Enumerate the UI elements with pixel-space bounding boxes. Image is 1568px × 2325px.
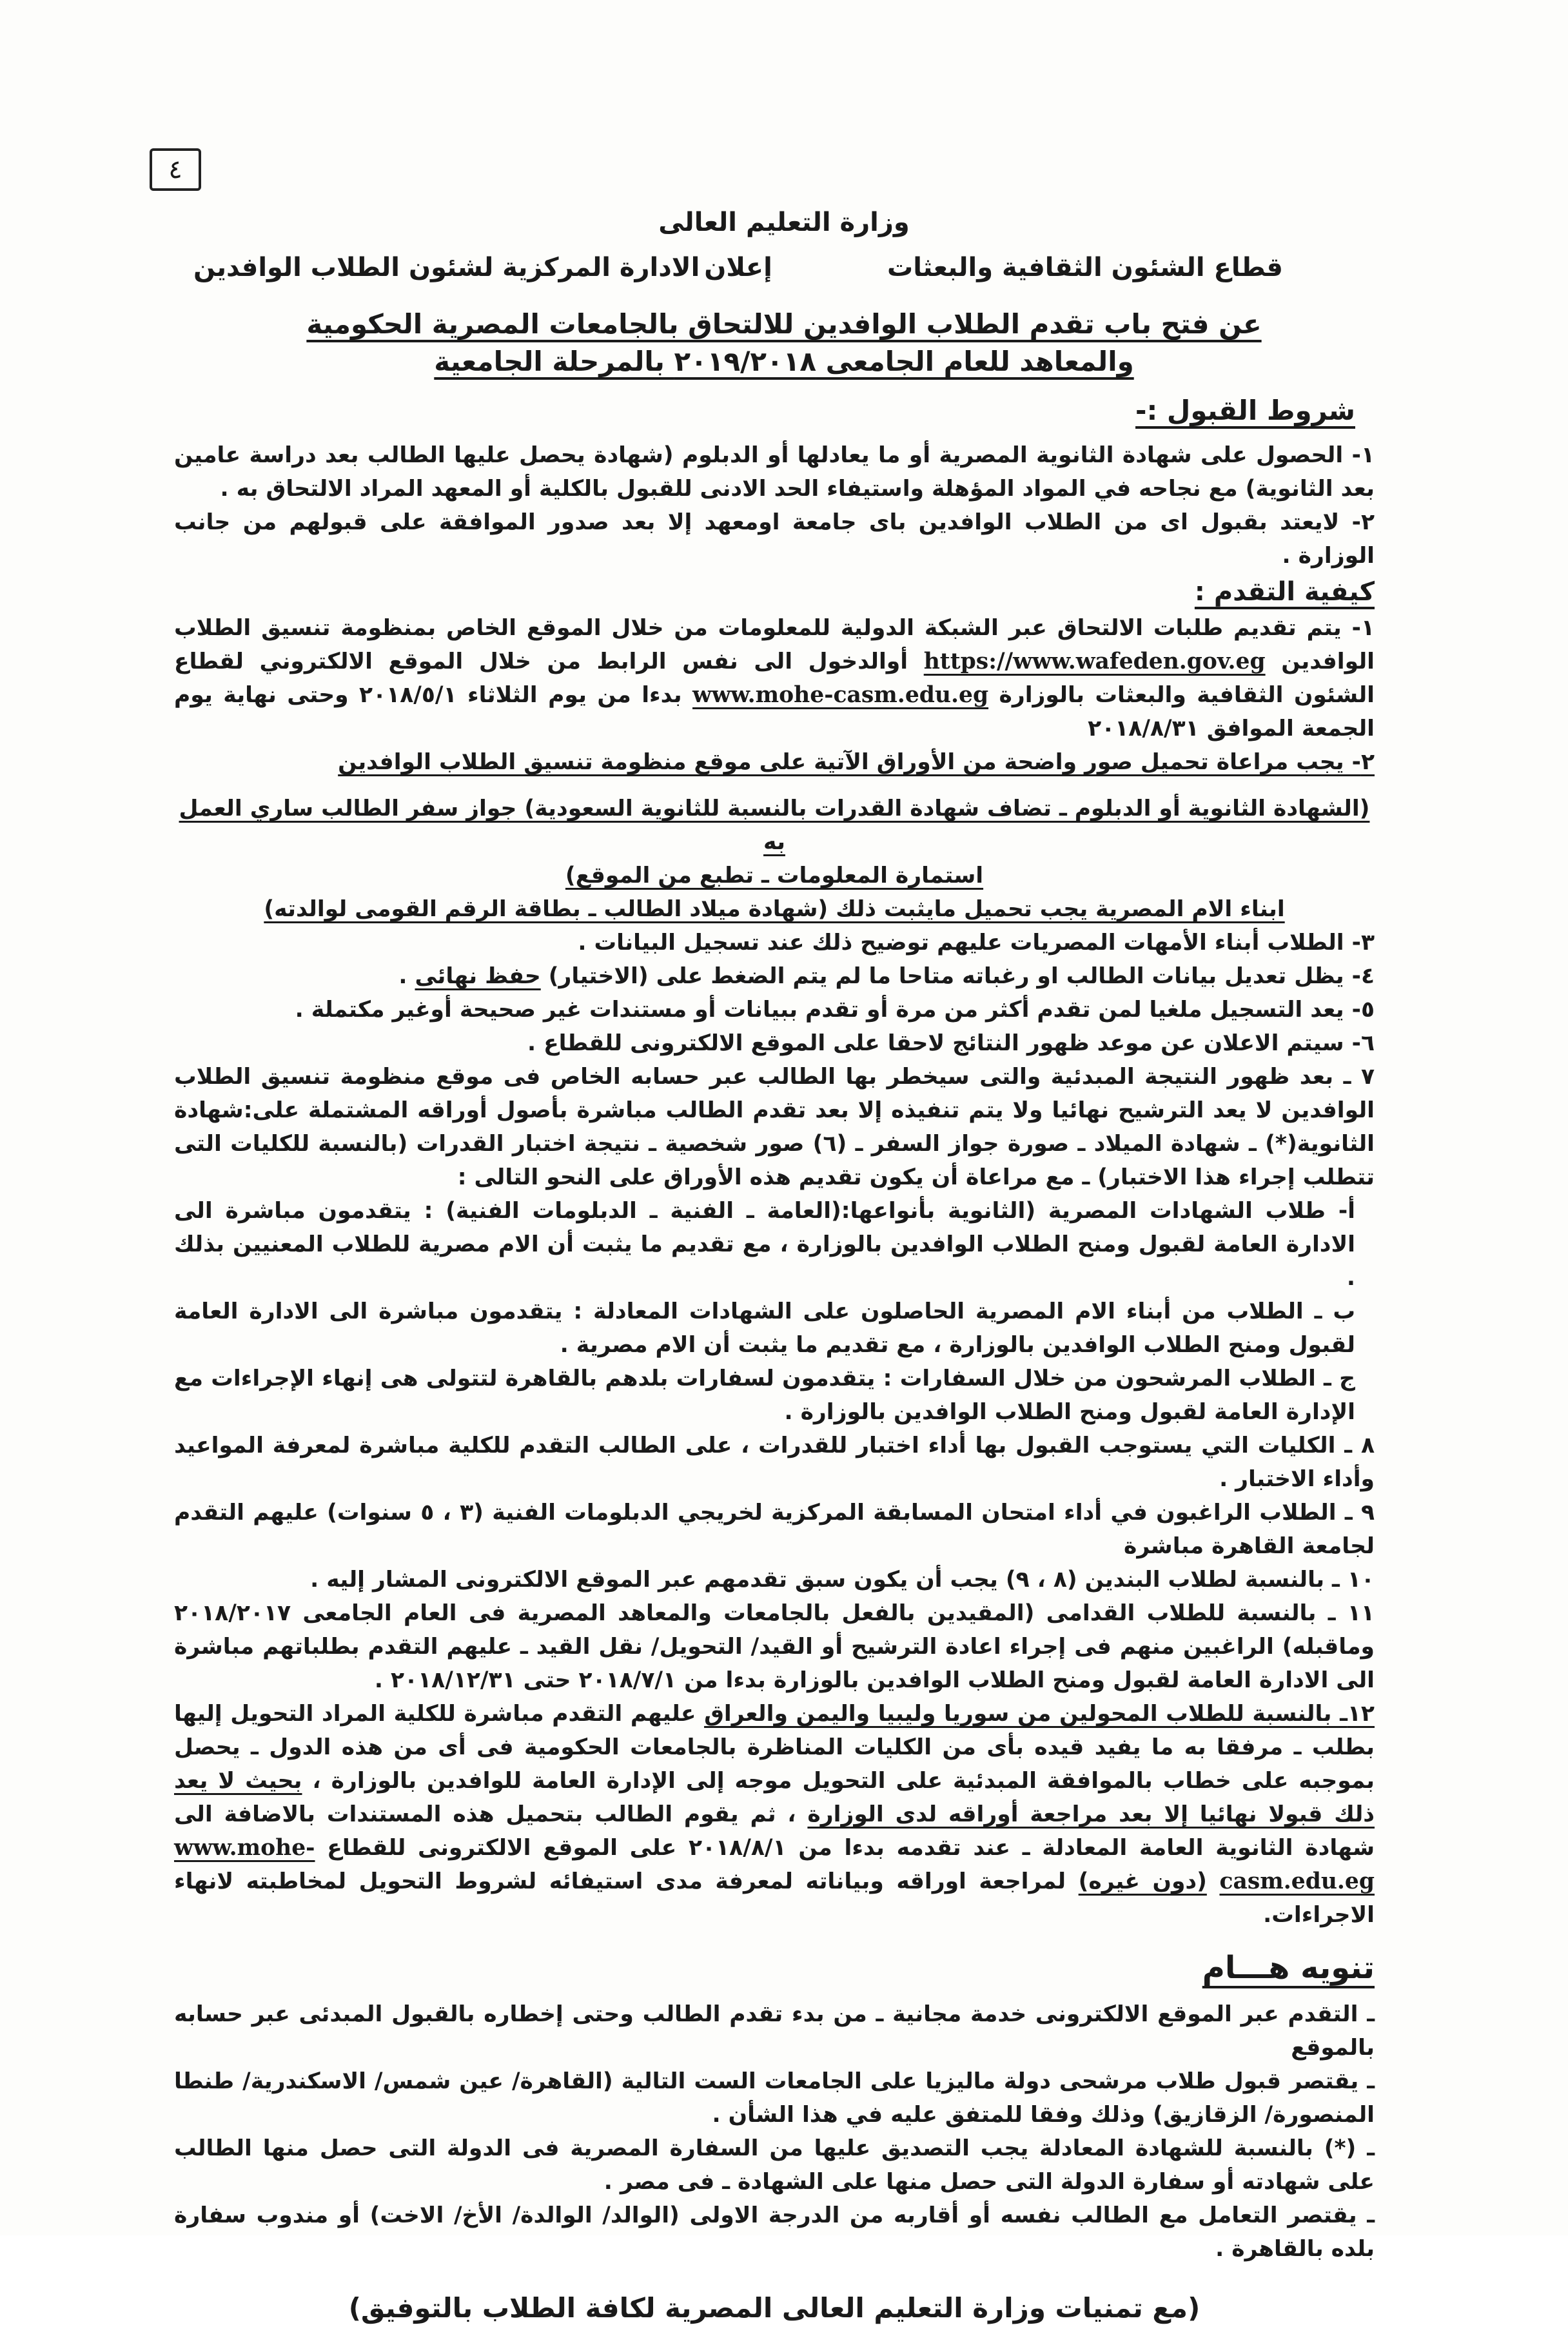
announcement-title-line-2: والمعاهد للعام الجامعى ٢٠١٩/٢٠١٨ بالمرحلة الجامعية — [434, 346, 1134, 377]
important-notice-heading: تنويه هـــام — [1202, 1950, 1375, 1986]
announcement-label: إعلان — [704, 253, 772, 282]
notice-item-2: ـ يقتصر قبول طلاب مرشحى دولة ماليزيا على الجامعات الست التالية (القاهرة/ عين شمس/ الاسكندرية/ طنطا المنصورة/ الزقازيق) وذلك وفقا للمتفق عليه في هذا الشأن . — [174, 2068, 1375, 2128]
apply-item-7: ٧ ـ بعد ظهور النتيجة المبدئية والتى سيخطر بها الطالب عبر حسابه الخاص فى موقع منظومة تنسيق الطلاب الوافدين لا يعد الترشيح نهائيا ولا يتم تنفيذه إلا بعد تقدم الطالب مباشرة بأصول أوراقه المشتملة على:شهادة الثانوية(*) ـ شهادة الميلاد ـ صورة جواز السفر ـ (٦) صور شخصية ـ نتيجة اختبار القدرات (بالنسبة للكليات التى تتطلب إجراء هذا الاختبار) ـ مع مراعاة أن يكون تقديم هذه الأوراق على النحو التالى : — [174, 1064, 1375, 1190]
mohe-casm-link[interactable]: www.mohe-casm.edu.eg — [692, 682, 989, 708]
apply-item-12-condition: بحيث لا يعد ذلك قبولا نهائيا إلا بعد مراجعة أوراقه لدى الوزارة — [174, 1768, 1375, 1827]
apply-item-6: ٦- سيتم الاعلان عن موعد ظهور النتائج لاحقا على الموقع الالكترونى للقطاع . — [527, 1030, 1375, 1056]
required-docs-line-2: استمارة المعلومات ـ تطبع من الموقع) — [565, 863, 984, 888]
apply-item-10: ١٠ ـ بالنسبة لطلاب البندين (٨ ، ٩) يجب أن يكون سبق تقدمهم عبر الموقع الالكترونى المشار إليه . — [310, 1567, 1375, 1593]
ministry-name: وزارة التعليم العالى — [658, 208, 910, 237]
apply-item-1-text-c: بدءا من يوم الثلاثاء ٢٠١٨/٥/١ وحتى نهاية يوم الجمعة الموافق ٢٠١٨/٨/٣١ — [174, 682, 1375, 741]
apply-item-1 — [174, 611, 1375, 745]
apply-item-4: ٤- يظل تعديل بيانات الطالب او رغباته متاحا ما لم يتم الضغط على (الاختيار) حفظ نهائى . — [398, 963, 1375, 989]
notice-item-1: ـ التقدم عبر الموقع الالكترونى خدمة مجانية ـ من بدء تقدم الطالب وحتى إخطاره بالقبول المبدئى عبر حسابه بالموقع — [174, 2001, 1375, 2061]
apply-item-11: ١١ ـ بالنسبة للطلاب القدامى (المقيدين بالفعل بالجامعات والمعاهد المصرية فى العام الجامعى ٢٠١٨/٢٠١٧ وماقبله) الراغبين منهم فى إجراء اعادة الترشيح أو القيد/ التحويل/ نقل القيد ـ عليهم التقدم بطلباتهم مباشرة الى الادارة العامة لقبول ومنح الطلاب الوافدين بالوزارة بدءا من ٢٠١٨/٧/١ حتى ٢٠١٨/١٢/٣١ . — [174, 1600, 1375, 1693]
apply-item-2: ٢- يجب مراعاة تحميل صور واضحة من الأوراق الآتية على موقع منظومة تنسيق الطلاب الوافدين — [338, 749, 1375, 775]
admission-item-1: ١- الحصول على شهادة الثانوية المصرية أو ما يعادلها أو الدبلوم (شهادة يحصل عليها الطالب بعد دراسة عامين بعد الثانوية) مع نجاحه في المواد المؤهلة واستيفاء الحد الادنى للقبول بالكلية أو المعهد المراد الالتحاق به . — [174, 442, 1375, 502]
required-docs-line-3: ابناء الام المصرية يجب تحميل مايثبت ذلك (شهادة ميلاد الطالب ـ بطاقة الرقم القومى لوالدته) — [264, 896, 1285, 922]
apply-item-12-exclusive: (دون غيره) — [1078, 1869, 1207, 1894]
apply-item-3: ٣- الطلاب أبناء الأمهات المصريات عليهم توضيح ذلك عند تسجيل البيانات . — [578, 930, 1375, 956]
apply-item-12-lead: ١٢ـ بالنسبة للطلاب المحولين من سوريا وليبيا واليمن والعراق — [704, 1701, 1375, 1727]
admission-heading: شروط القبول :- — [1135, 395, 1355, 426]
apply-item-12-text-f: لمراجعة اوراقه وبياناته لمعرفة مدى استيفائه لشروط التحويل لمخاطبته لانهاء الاجراءات. — [174, 1869, 1375, 1928]
apply-item-4-text: ٤- يظل تعديل بيانات الطالب او رغباته متاحا ما لم يتم الضغط على (الاختيار) — [548, 963, 1375, 989]
document-body — [174, 438, 1375, 2325]
apply-item-8: ٨ ـ الكليات التي يستوجب القبول بها أداء اختبار للقدرات ، على الطالب التقدم للكلية مباشرة لمعرفة المواعيد وأداء الاختبار . — [174, 1433, 1375, 1492]
notice-item-4: ـ يقتصر التعامل مع الطالب نفسه أو أقاربه من الدرجة الاولى (الوالد/ الوالدة/ الأخ/ الاخت) أو مندوب سفارة بلده بالقاهرة . — [174, 2202, 1375, 2262]
apply-item-7-b: ب ـ الطلاب من أبناء الام المصرية الحاصلون على الشهادات المعادلة : يتقدمون مباشرة الى الادارة العامة لقبول ومنح الطلاب الوافدين بالوزارة ، مع تقديم ما يثبت أن الام مصرية . — [174, 1299, 1355, 1358]
page-number: ٤ — [150, 148, 201, 191]
closing-wishes: (مع تمنيات وزارة التعليم العالى المصرية لكافة الطلاب بالتوفيق) — [348, 2292, 1200, 2324]
notice-item-3: ـ (*) بالنسبة للشهادة المعادلة يجب التصديق عليها من السفارة المصرية فى الدولة التى حصل منها الطالب على شهادته أو سفارة الدولة التى حصل منها على الشهادة ـ فى مصر . — [174, 2135, 1375, 2195]
apply-item-1-text-b: أوالدخول الى نفس الرابط من خلال الموقع الالكتروني لقطاع الشئون الثقافية والبعثات بالوزارة — [174, 649, 1375, 708]
apply-item-9: ٩ ـ الطلاب الراغبون في أداء امتحان المسابقة المركزية لخريجي الدبلومات الفنية (٣ ، ٥ سنوات) عليهم التقدم لجامعة القاهرة مباشرة — [174, 1500, 1375, 1559]
apply-item-12-text-b: عليهم التقدم مباشرة للكلية المراد التحويل إليها بطلب ـ مرفقا به ما يفيد قيده بأى من الكليات المناظرة بالجامعات الحكومية فى أى من هذه الدول ـ يحصل بموجبه على خطاب بالموافقة المبدئية على التحويل موجه إلى الإدارة العامة للوافدين بالوزارة ، — [174, 1701, 1375, 1794]
final-save-label: حفظ نهائى — [415, 963, 541, 989]
announcement-title-line-1: عن فتح باب تقدم الطلاب الوافدين للالتحاق بالجامعات المصرية الحكومية — [306, 308, 1262, 340]
mohe-casm-link-2[interactable]: www.mohe-casm.edu.eg — [174, 1835, 1375, 1894]
letterhead-row — [193, 253, 1283, 291]
apply-item-12 — [174, 1697, 1375, 1932]
apply-item-5: ٥- يعد التسجيل ملغيا لمن تقدم أكثر من مرة أو تقدم ببيانات أو مستندات غير صحيحة أوغير مكتملة . — [295, 997, 1375, 1023]
apply-item-1-text-a: ١- يتم تقديم طلبات الالتحاق عبر الشبكة الدولية للمعلومات من خلال الموقع الخاص بمنظومة تنسيق الطلاب الوافدين — [174, 615, 1375, 674]
wafeden-link[interactable]: https://www.wafeden.gov.eg — [923, 649, 1266, 674]
admission-item-2: ٢- لايعتد بقبول اى من الطلاب الوافدين باى جامعة اومعهد إلا بعد صدور الموافقة على قبولهم من جانب الوزارة . — [174, 509, 1375, 569]
department-name: الادارة المركزية لشئون الطلاب الوافدين — [193, 253, 700, 282]
sector-name: قطاع الشئون الثقافية والبعثات — [887, 253, 1283, 282]
how-to-apply-heading: كيفية التقدم : — [1194, 577, 1375, 607]
required-docs-line-1: (الشهادة الثانوية أو الدبلوم ـ تضاف شهادة القدرات بالنسبة للثانوية السعودية) جواز سفر الطالب ساري العمل به — [179, 796, 1370, 855]
apply-item-7-a: أ- طلاب الشهادات المصرية (الثانوية بأنواعها:(العامة ـ الفنية ـ الدبلومات الفنية) : يتقدمون مباشرة الى الادارة العامة لقبول ومنح الطلاب الوافدين بالوزارة ، مع تقديم ما يثبت أن الام مصرية للطلاب المعنيين بذلك . — [174, 1198, 1355, 1291]
apply-item-7-c: ج ـ الطلاب المرشحون من خلال السفارات : يتقدمون لسفارات بلدهم بالقاهرة لتتولى هى إنهاء الإجراءات مع الإدارة العامة لقبول ومنح الطلاب الوافدين بالوزارة . — [174, 1366, 1355, 1425]
apply-item-12-text-d: ، ثم يقوم الطالب بتحميل هذه المستندات بالاضافة الى شهادة الثانوية العامة المعادلة ـ عند تقدمه بدءا من ٢٠١٨/٨/١ على الموقع الالكترونى للقطاع — [174, 1801, 1375, 1861]
